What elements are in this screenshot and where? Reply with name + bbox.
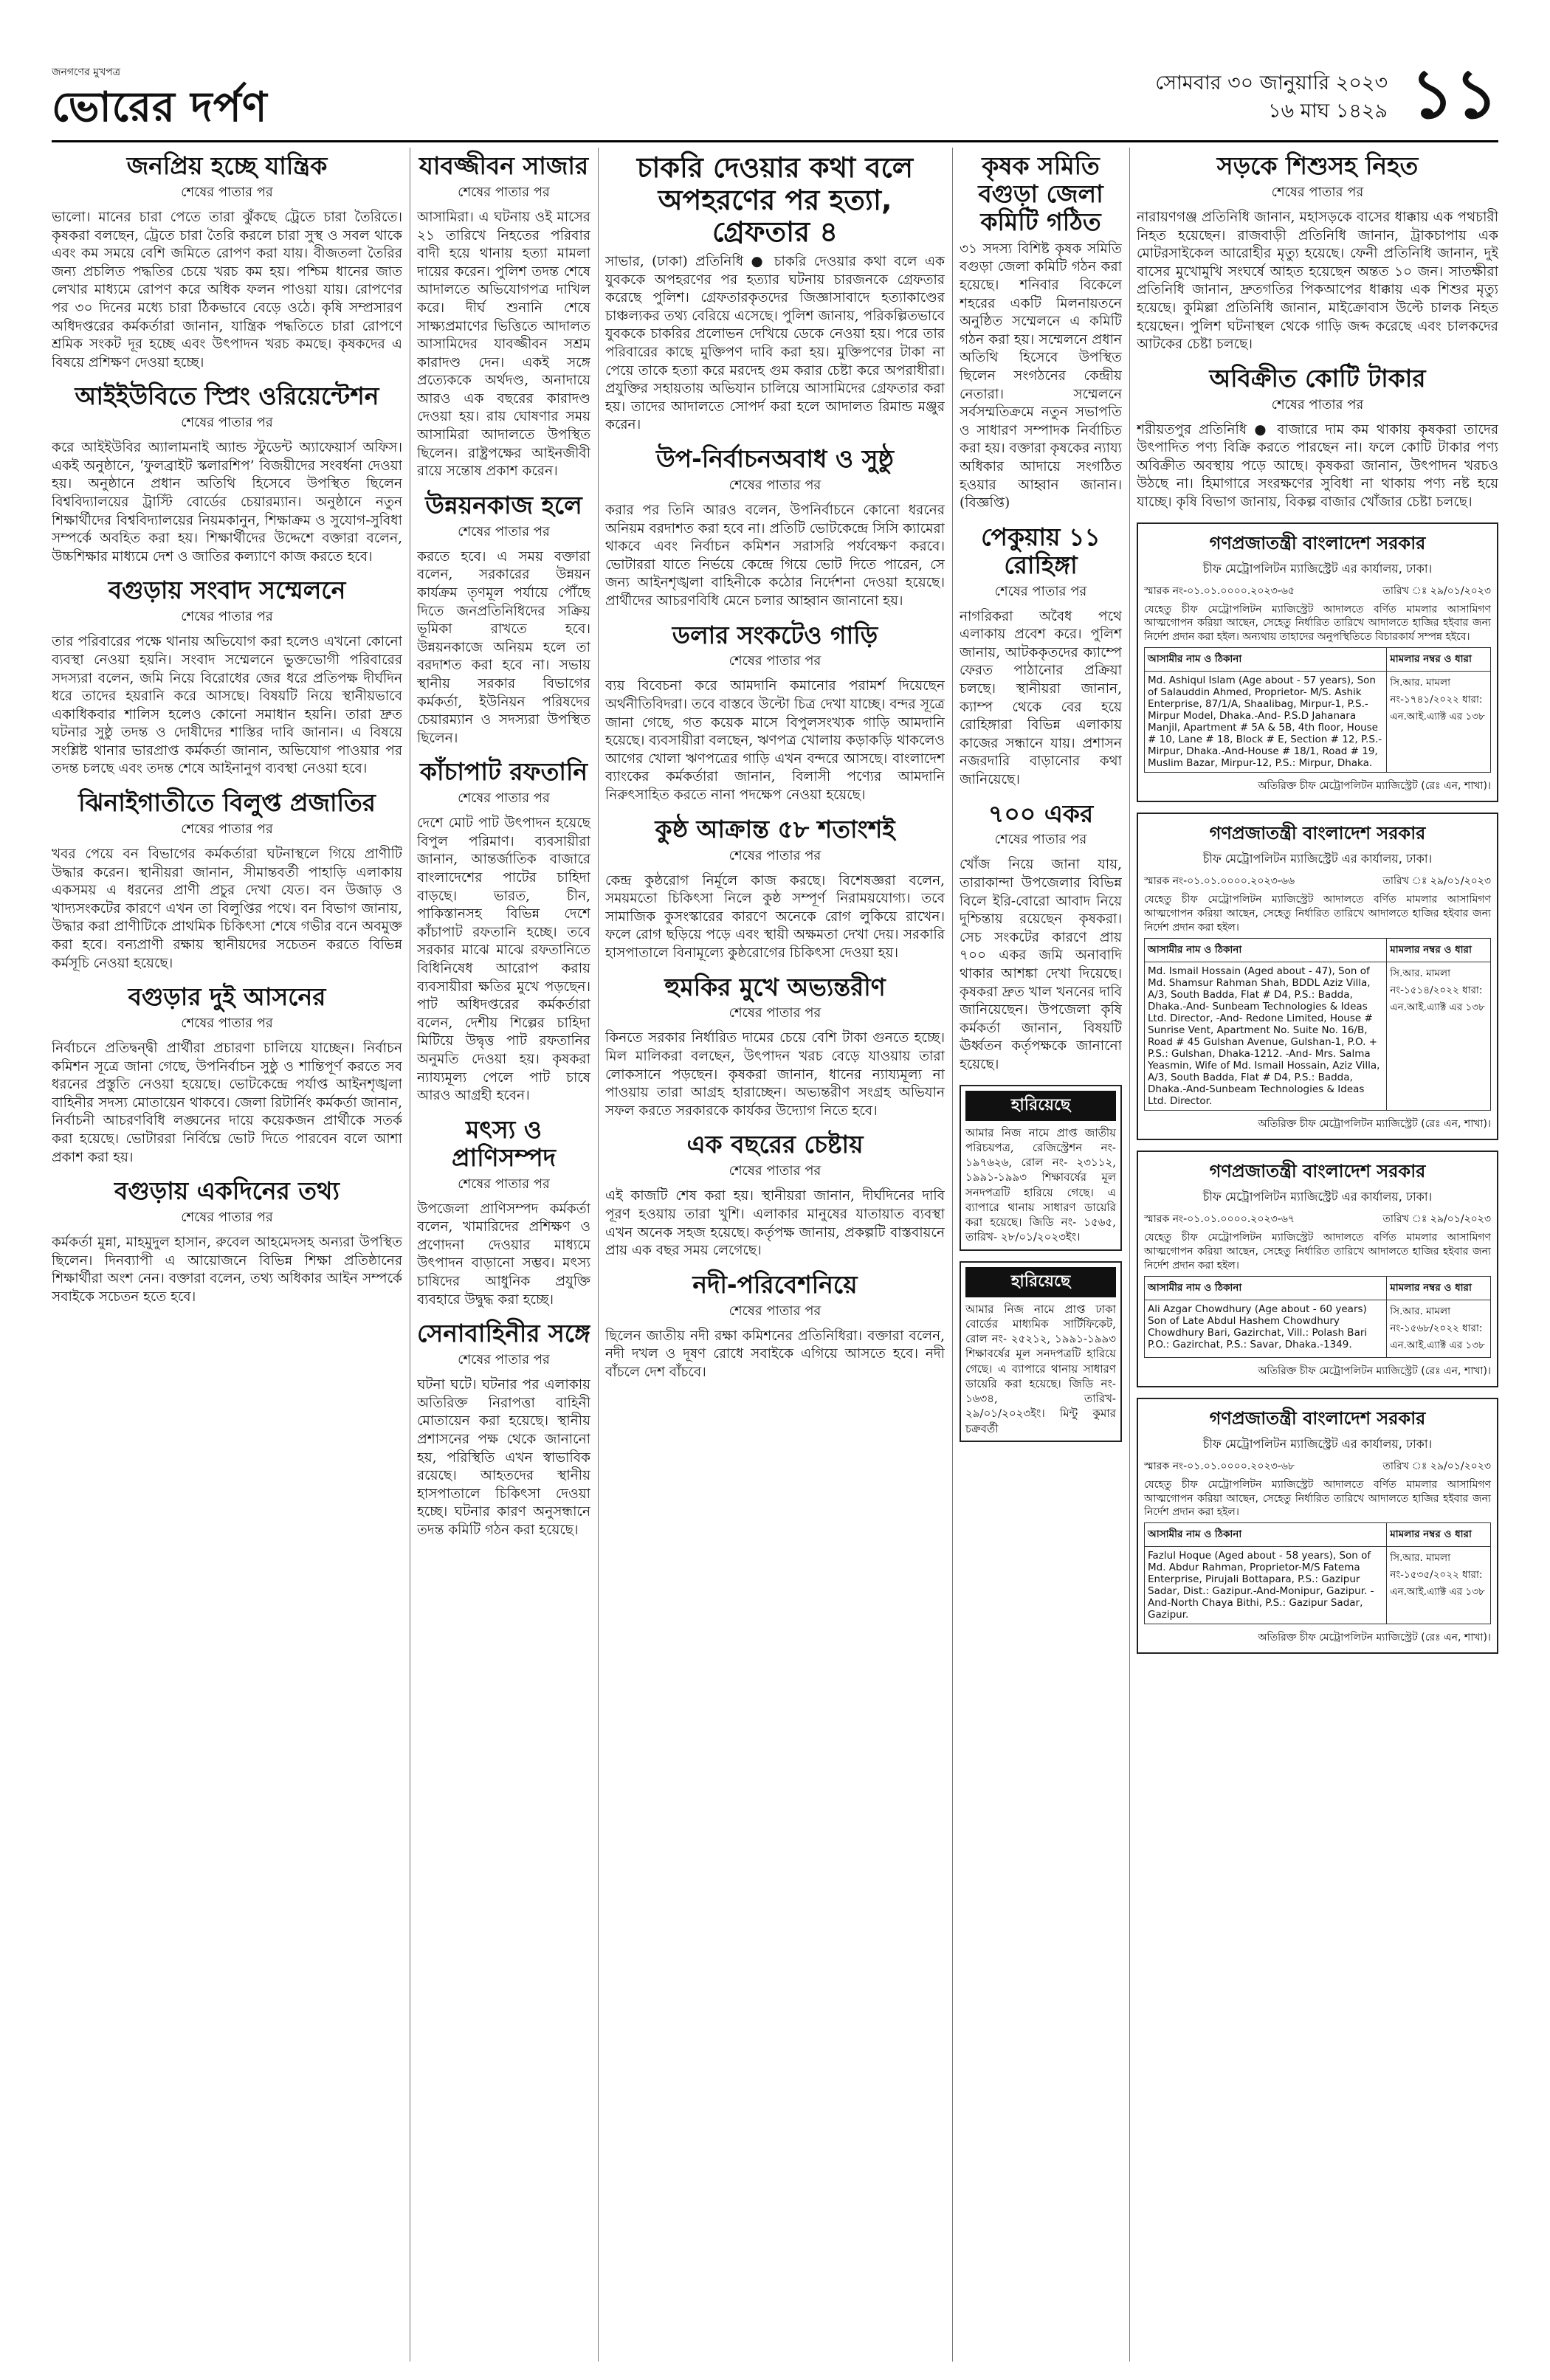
notice-accused: Md. Ismail Hossain (Aged about - 47), Son of Md. Shamsur Rahman Shah, BDDL Aziz Villa, A/3, South Badda, Flat # D4, P.S.: Badda, Dhaka.-And- Sunbeam Technologies & Ideas Ltd. Director, -And- Redone Limited, House # Sunrise Vent, Apartment No. Suite No. 16/B, Road # 45 Gulshan Avenue, Gulshan-1, P.O. + P.S.: Gulshan, Dhaka-1212. -And- Mrs. Salma Yeasmin, Wife of Md. Ismail Hossain, Aziz Villa, A/3, South Badda, Flat # D4, P.S.: Badda, Dhaka.-And-Sunbeam Technologies & Ideas Ltd. Director.	[1145, 962, 1387, 1110]
article-body: ভালো। মানের চারা পেতে তারা ঝুঁকছে ট্রেতে চারা তৈরিতে। কৃষকরা বলছেন, ট্রেতে চারা তৈরি করলে চারা সুস্থ ও সবল থাকে এবং কম সময়ে বেশি জমিতে রোপণ করা যায়। বীজতলা তৈরির জন্য প্রচলিত পদ্ধতির চেয়ে খরচ কম হয়। পশ্চিম ধানের জাত লেখার মাধ্যমে রোপণ করে অধিক ফলন পাওয়া যায়। রোপণের পর ৩০ দিনের মধ্যে চারা ঠিকভাবে বেড়ে ওঠে। কৃষি সম্প্রসারণ অধিদপ্তরের কর্মকর্তারা জানান, যান্ত্রিক পদ্ধতিতে চারা রোপণে শ্রমিক সংকট দূর হচ্ছে এবং উৎপাদন খরচ কমছে। কৃষকদের এ বিষয়ে প্রশিক্ষণ দেওয়া হচ্ছে।	[52, 209, 402, 370]
article-headline: কৃষক সমিতি বগুড়া জেলা কমিটি গঠিত	[978, 151, 1103, 236]
notice-th-case: মামলার নম্বর ও ধারা	[1387, 938, 1491, 962]
notice-table	[1144, 938, 1491, 1111]
notice-text: যেহেতু চীফ মেট্রোপলিটন ম্যাজিস্ট্রেট আদালতে বর্ণিত মামলার আসামিগণ আত্মগোপন করিয়া আছেন, সেহেতু নির্ধারিত তারিখে আদালতে হাজির হইবার জন্য নির্দেশ প্রদান করা হইল।	[1144, 1231, 1491, 1272]
notice-meta	[1144, 582, 1491, 600]
article-body: নির্বাচনে প্রতিদ্বন্দ্বী প্রার্থীরা প্রচারণা চালিয়ে যাচ্ছেন। নির্বাচন কমিশন সূত্রে জানা গেছে, উপনির্বাচন সুষ্ঠু ও শান্তিপূর্ণ করতে সব ধরনের প্রস্তুতি নেওয়া হয়েছে। ভোটকেন্দ্রে পর্যাপ্ত আইনশৃঙ্খলা বাহিনীর সদস্য মোতায়েন থাকবে। জেলা রিটার্নিং কর্মকর্তা জানান, নির্বাচনী আচরণবিধি লঙ্ঘনের দায়ে কয়েকজন প্রার্থীকে সতর্ক করা হয়েছে। ভোটাররা নির্বিঘ্নে ভোট দিতে পারবেন বলে আশা প্রকাশ করা হয়।	[52, 1041, 402, 1165]
article	[960, 523, 1122, 790]
article-continuation: শেষের পাতার পর	[458, 790, 550, 807]
lost-notice-title: হারিয়েছে	[965, 1091, 1116, 1121]
article-body: শরীয়তপুর প্রতিনিধি ● বাজারে দাম কম থাকায় কৃষকরা তাদের উৎপাদিত পণ্য বিক্রি করতে পারছেন না। ফলে কোটি টাকার পণ্য অবিক্রীত অবস্থায় পড়ে আছে। কৃষকরা জানান, উৎপাদন খরচও উঠছে না। হিমাগারে সংরক্ষণের সুবিধা না থাকায় পণ্য নষ্ট হয়ে যাচ্ছে। কৃষি বিভাগ জানায়, বিকল্প বাজার খোঁজার চেষ্টা চলছে।	[1137, 421, 1498, 510]
article-body: আসামিরা। এ ঘটনায় ওই মাসের ২১ তারিখে নিহতের পরিবার বাদী হয়ে থানায় হত্যা মামলা দায়ের করেন। পুলিশ তদন্ত শেষে আদালতে অভিযোগপত্র দাখিল করে। দীর্ঘ শুনানি শেষে সাক্ষ্যপ্রমাণের ভিত্তিতে আদালত আসামিদের যাবজ্জীবন সশ্রম কারাদণ্ড দেন। একই সঙ্গে প্রত্যেককে অর্থদণ্ড, অনাদায়ে আরও এক বছরের কারাদণ্ড দেওয়া হয়। রায় ঘোষণার সময় আসামিরা আদালতে উপস্থিত ছিলেন। রাষ্ট্রপক্ষের আইনজীবী রায়ে সন্তোষ প্রকাশ করেন।	[417, 209, 590, 480]
article-body: দেশে মোট পাট উৎপাদন হয়েছে বিপুল পরিমাণ। ব্যবসায়ীরা জানান, আন্তর্জাতিক বাজারে বাংলাদেশের পাটের চাহিদা বাড়ছে। ভারত, চীন, পাকিস্তানসহ বিভিন্ন দেশে কাঁচাপাট রফতানি হচ্ছে। তবে সরকার মাঝে মাঝে রফতানিতে বিধিনিষেধ আরোপ করায় ব্যবসায়ীরা ক্ষতির মুখে পড়ছেন। পাট অধিদপ্তরের কর্মকর্তারা বলেন, দেশীয় শিল্পের চাহিদা মিটিয়ে উদ্বৃত্ত পাট রফতানির অনুমতি দেওয়া হয়। কৃষকরা ন্যায্যমূল্য পেলে পাট চাষে আরও আগ্রহী হবেন।	[417, 815, 590, 1104]
article-continuation: শেষের পাতার পর	[728, 477, 822, 493]
notice-case: সি.আর. মামলা নং-১৫১৪/২০২২ ধারা: এন.আই.এ্যাক্ট এর ১৩৮	[1387, 962, 1491, 1110]
notice-table	[1144, 647, 1491, 773]
notice-signature: অতিরিক্ত চীফ মেট্রোপলিটন ম্যাজিস্ট্রেট (রেঃ এন, শাখা)।	[1258, 1632, 1491, 1644]
article-headline: বগুড়ায় একদিনের তথ্য	[114, 1176, 340, 1206]
notice-th-name: আসামীর নাম ও ঠিকানা	[1145, 938, 1387, 962]
notice-memo: স্মারক নং-০১.০১.০০০০.২০২৩-৬৫	[1144, 584, 1295, 597]
article-continuation: শেষের পাতার পর	[181, 1015, 273, 1032]
page-number: ১১	[1410, 55, 1498, 134]
article-body: ৩১ সদস্য বিশিষ্ট কৃষক সমিতি বগুড়া জেলা কমিটি গঠন করা হয়েছে। শনিবার বিকেলে শহরের একটি মিলনায়তনে অনুষ্ঠিত সম্মেলনে এ কমিটি গঠন করা হয়। সম্মেলনে প্রধান অতিথি হিসেবে উপস্থিত ছিলেন সংগঠনের কেন্দ্রীয় নেতারা। সম্মেলনে সর্বসম্মতিক্রমে নতুন সভাপতি ও সাধারণ সম্পাদক নির্বাচিত করা হয়। বক্তারা কৃষকের ন্যায্য অধিকার আদায়ে সংগঠিত হওয়ার আহ্বান জানান। (বিজ্ঞপ্তি)	[960, 241, 1122, 511]
notice-text: যেহেতু চীফ মেট্রোপলিটন ম্যাজিস্ট্রেট আদালতে বর্ণিত মামলার আসামিগণ আত্মগোপন করিয়া আছেন, সেহেতু নির্ধারিত তারিখে আদালতে হাজির হইবার জন্য নির্দেশ প্রদান করা হইল।	[1144, 894, 1491, 934]
court-notice	[1137, 1398, 1498, 1655]
issue-date-bangla: ১৬ মাঘ ১৪২৯	[1268, 100, 1388, 123]
newspaper-logo: ভোরের দর্পণ	[52, 83, 268, 131]
article	[960, 152, 1122, 513]
column-1	[52, 148, 402, 2369]
lost-notice-title: হারিয়েছে	[965, 1267, 1116, 1297]
masthead-tagline: জনগণের মুখপত্র	[52, 66, 121, 78]
article-body: নারায়ণগঞ্জ প্রতিনিধি জানান, মহাসড়কে বাসের ধাক্কায় এক পথচারী নিহত হয়েছেন। রাজবাড়ী প্রতিনিধি জানান, ট্রাকচাপায় এক মোটরসাইকেল আরোহীর মৃত্যু হয়েছে। ফেনী প্রতিনিধি জানান, দুই বাসের মুখোমুখি সংঘর্ষে আহত হয়েছেন অন্তত ১০ জন। সাতক্ষীরা প্রতিনিধি জানান, দ্রুতগতির পিকআপের ধাক্কায় এক শিশুর মৃত্যু হয়েছে। কুমিল্লা প্রতিনিধি জানান, মাইক্রোবাস উল্টে চালক নিহত হয়েছেন। পুলিশ ঘটনাস্থল থেকে গাড়ি জব্দ করেছে এবং চালকদের আটকের চেষ্টা চলছে।	[1137, 209, 1498, 353]
article	[960, 800, 1122, 1075]
lost-notice-text: আমার নিজ নামে প্রাপ্ত ঢাকা বোর্ডের মাধ্যমিক সার্টিফিকেট, রোল নং- ২৫২১২, ১৯৯১-১৯৯৩ শিক্ষাবর্ষের মূল সনদপত্রটি হারিয়ে গেছে। এ ব্যাপারে থানায় সাধারণ ডায়েরি করা হয়েছে। জিডি নং- ১৬৩৪, তারিখ- ২৯/০১/২০২৩ইং। মিন্টু কুমার চক্রবর্তী	[965, 1302, 1116, 1435]
notice-date: তারিখ ঃ ২৯/০১/২০২৩	[1382, 875, 1491, 888]
article	[52, 1177, 402, 1306]
court-notice	[1137, 813, 1498, 1140]
lost-notice-text: আমার নিজ নামে প্রাপ্ত জাতীয় পরিচয়পত্র, রেজিস্ট্রেশন নং- ১৯৭৬২৬, রোল নং- ২৩১১২, ১৯৯১-১৯৯৩ শিক্ষাবর্ষের মূল সনদপত্রটি হারিয়ে গেছে। এ ব্যাপারে থানায় সাধারণ ডায়েরি করা হয়েছে। জিডি নং- ১৫৬৫, তারিখ- ২৮/০১/২০২৩ইং।	[965, 1125, 1116, 1244]
article	[605, 152, 945, 435]
notice-court: চীফ মেট্রোপলিটন ম্যাজিস্ট্রেট এর কার্যালয়, ঢাকা।	[1202, 561, 1433, 576]
notice-government: গণপ্রজাতন্ত্রী বাংলাদেশ সরকার	[1209, 1407, 1426, 1429]
issue-date: সোমবার ৩০ জানুয়ারি ২০২৩	[1155, 72, 1388, 94]
article-headline: বগুড়ায় সংবাদ সম্মেলনে	[108, 576, 346, 605]
article	[52, 576, 402, 779]
article-body: করার পর তিনি আরও বলেন, উপনির্বাচনে কোনো ধরনের অনিয়ম বরদাশত করা হবে না। প্রতিটি ভোটকেন্দ্রে সিসি ক্যামেরা থাকবে এবং নির্বাচন কমিশন সরাসরি পর্যবেক্ষণ করবে। ভোটাররা যাতে নির্ভয়ে কেন্দ্রে গিয়ে ভোট দিতে পারেন, সে জন্য আইনশৃঙ্খলা বাহিনীকে কঠোর নির্দেশনা দেওয়া হয়েছে। প্রার্থীদের আচরণবিধি মেনে চলার আহ্বান জানানো হয়।	[605, 502, 945, 609]
article-headline: যাবজ্জীবন সাজার	[418, 151, 589, 180]
article-body: ছিলেন জাতীয় নদী রক্ষা কমিশনের প্রতিনিধিরা। বক্তারা বলেন, নদী দখল ও দূষণ রোধে সবাইকে এগিয়ে আসতে হবে। নদী বাঁচলে দেশ বাঁচবে।	[605, 1328, 945, 1380]
article-continuation: শেষের পাতার পর	[994, 832, 1087, 848]
article-headline: ডলার সংকটেও গাড়ি	[672, 620, 878, 649]
article-continuation: শেষের পাতার পর	[728, 1303, 822, 1319]
article-body: ব্যয় বিবেচনা করে আমদানি কমানোর পরামর্শ দিয়েছেন অর্থনীতিবিদরা। তবে বাস্তবে উল্টো চিত্র দেখা যাচ্ছে। বন্দর সূত্রে জানা গেছে, গত কয়েক মাসে বিপুলসংখ্যক গাড়ি আমদানি হয়েছে। ব্যবসায়ীরা বলছেন, ঋণপত্র খোলায় কড়াকড়ি থাকলেও আগের খোলা ঋণপত্রের গাড়ি এখন বন্দরে আসছে। বাংলাদেশ ব্যাংকের কর্মকর্তারা জানান, বিলাসী পণ্যের আমদানি নিরুৎসাহিত করতে নানা পদক্ষেপ নেওয়া হয়েছে।	[605, 678, 945, 803]
notice-court: চীফ মেট্রোপলিটন ম্যাজিস্ট্রেট এর কার্যালয়, ঢাকা।	[1202, 852, 1433, 866]
notice-meta	[1144, 1210, 1491, 1228]
article	[605, 1131, 945, 1260]
notice-table	[1144, 1276, 1491, 1358]
article-body: তার পরিবারের পক্ষে থানায় অভিযোগ করা হলেও এখনো কোনো ব্যবস্থা নেওয়া হয়নি। সংবাদ সম্মেলনে ভুক্তভোগী পরিবারের সদস্যরা বলেন, জমি নিয়ে বিরোধের জের ধরে প্রতিপক্ষ দীর্ঘদিন ধরে তাদের হয়রানি করে আসছে। বিষয়টি নিয়ে স্থানীয়ভাবে একাধিকবার শালিস হলেও কোনো সমাধান হয়নি। তারা দ্রুত ঘটনার সুষ্ঠু তদন্ত ও দোষীদের শাস্তির দাবি জানান। এ বিষয়ে সংশ্লিষ্ট থানার ভারপ্রাপ্ত কর্মকর্তা জানান, অভিযোগ পাওয়ার পর তদন্ত চলছে এবং তদন্ত শেষে আইনানুগ ব্যবস্থা নেওয়া হবে।	[52, 634, 402, 777]
notice-government: গণপ্রজাতন্ত্রী বাংলাদেশ সরকার	[1209, 1160, 1426, 1182]
article-body: সাভার, (ঢাকা) প্রতিনিধি ● চাকরি দেওয়ার কথা বলে এক যুবককে অপহরণের পর হত্যার ঘটনায় চারজনকে গ্রেফতার করেছে পুলিশ। গ্রেফতারকৃতদের জিজ্ঞাসাবাদে হত্যাকাণ্ডের চাঞ্চল্যকর তথ্য বেরিয়ে এসেছে। পুলিশ জানায়, পরিকল্পিতভাবে যুবককে চাকরির প্রলোভন দেখিয়ে ডেকে নেওয়া হয়। পরে তার পরিবারের কাছে মুক্তিপণ দাবি করা হয়। মুক্তিপণের টাকা না পেয়ে তাকে হত্যা করে মরদেহ গুম করার চেষ্টা করে অপরাধীরা। প্রযুক্তির সহায়তায় অভিযান চালিয়ে আসামিদের গ্রেফতার করা হয়। তাদের আদালতে সোপর্দ করা হলে আদালত রিমান্ড মঞ্জুর করেন।	[605, 254, 945, 433]
notice-case: সি.আর. মামলা নং-১৭৪১/২০২২ ধারা: এন.আই.এ্যাক্ট এর ১৩৮	[1387, 672, 1491, 773]
article	[52, 152, 402, 372]
masthead	[52, 55, 1498, 134]
notice-court: চীফ মেট্রোপলিটন ম্যাজিস্ট্রেট এর কার্যালয়, ঢাকা।	[1202, 1189, 1433, 1204]
article-headline: কুষ্ঠ আক্রান্ত ৫৮ শতাংশই	[655, 814, 895, 844]
notice-government: গণপ্রজাতন্ত্রী বাংলাদেশ সরকার	[1209, 823, 1426, 844]
column-divider	[598, 148, 599, 2362]
notice-signature: অতিরিক্ত চীফ মেট্রোপলিটন ম্যাজিস্ট্রেট (রেঃ এন, শাখা)।	[1258, 780, 1491, 793]
article-continuation: শেষের পাতার পর	[181, 1210, 273, 1226]
notice-case: সি.আর. মামলা নং-১৫৩৫/২০২২ ধারা: এন.আই.এ্যাক্ট এর ১৩৮	[1387, 1547, 1491, 1624]
notice-memo: স্মারক নং-০১.০১.০০০০.২০২৩-৬৮	[1144, 1460, 1295, 1472]
article	[417, 758, 590, 1105]
article-body: নাগরিকরা অবৈধ পথে এলাকায় প্রবেশ করে। পুলিশ জানায়, আটককৃতদের ক্যাম্পে ফেরত পাঠানোর প্রক্রিয়া চলছে। স্থানীয়রা জানান, ক্যাম্প থেকে বের হয়ে রোহিঙ্গারা বিভিন্ন এলাকায় কাজের সন্ধানে যায়। প্রশাসন নজরদারি বাড়ানোর কথা জানিয়েছে।	[960, 608, 1122, 787]
article	[1137, 365, 1498, 512]
article-continuation: শেষের পাতার পর	[728, 653, 822, 669]
column-4	[960, 148, 1122, 2369]
lost-notice	[960, 1261, 1122, 1442]
column-divider	[952, 148, 953, 2362]
notice-date: তারিখ ঃ ২৯/০১/২০২৩	[1382, 1213, 1491, 1225]
article	[605, 815, 945, 963]
article-continuation: শেষের পাতার পর	[728, 1163, 822, 1179]
article-body: খোঁজ নিয়ে জানা যায়, তারাকান্দা উপজেলার বিভিন্ন বিলে ইরি-বোরো আবাদ নিয়ে দুশ্চিন্তায় রয়েছেন কৃষকরা। সেচ সংকটের কারণে প্রায় ৭০০ একর জমি অনাবাদি থাকার আশঙ্কা দেখা দিয়েছে। কৃষকরা দ্রুত খাল খননের দাবি জানিয়েছেন। উপজেলা কৃষি কর্মকর্তা জানান, বিষয়টি ঊর্ধ্বতন কর্তৃপক্ষকে জানানো হয়েছে।	[960, 857, 1122, 1072]
notice-signature: অতিরিক্ত চীফ মেট্রোপলিটন ম্যাজিস্ট্রেট (রেঃ এন, শাখা)।	[1258, 1117, 1491, 1130]
article	[52, 382, 402, 566]
article	[1137, 152, 1498, 354]
article-headline: জনপ্রিয় হচ্ছে যান্ত্রিক	[126, 151, 328, 180]
column-3	[605, 148, 945, 2369]
article	[417, 1320, 590, 1539]
column-5	[1137, 148, 1498, 2369]
notice-text: যেহেতু চীফ মেট্রোপলিটন ম্যাজিস্ট্রেট আদালতে বর্ণিত মামলার আসামিগণ আত্মগোপন করিয়া আছেন, সেহেতু নির্ধারিত তারিখে আদালতে হাজির হইবার জন্য নির্দেশ প্রদান করা হইল। অন্যথায় তাহাদের অনুপস্থিতিতে বিচারকার্য সম্পন্ন হইবে।	[1144, 603, 1491, 644]
masthead-rule	[52, 140, 1498, 142]
notice-court: চীফ মেট্রোপলিটন ম্যাজিস্ট্রেট এর কার্যালয়, ঢাকা।	[1202, 1436, 1433, 1451]
notice-th-case: মামলার নম্বর ও ধারা	[1387, 1276, 1491, 1300]
column-divider	[1129, 148, 1130, 2362]
article-continuation: শেষের পাতার পর	[458, 523, 550, 539]
notice-date: তারিখ ঃ ২৯/০১/২০২৩	[1382, 584, 1491, 597]
article-body: কিনতে সরকার নির্ধারিত দামের চেয়ে বেশি টাকা গুনতে হচ্ছে। মিল মালিকরা বলছেন, উৎপাদন খরচ বেড়ে যাওয়ায় তারা লোকসানে পড়ছেন। কৃষকরা জানান, ধানের ন্যায্যমূল্য না পাওয়ায় তারা আগ্রহ হারাচ্ছেন। অভ্যন্তরীণ সংগ্রহ অভিযান সফল করতে সরকারকে কার্যকর উদ্যোগ নিতে হবে।	[605, 1030, 945, 1119]
court-notice	[1137, 522, 1498, 803]
article-headline: এক বছরের চেষ্টায়	[686, 1130, 864, 1159]
article-headline: উপ-নির্বাচনঅবাধ ও সুষ্ঠু	[656, 444, 894, 473]
article-headline: পেকুয়ায় ১১ রোহিঙ্গা	[981, 522, 1100, 579]
article-body: খবর পেয়ে বন বিভাগের কর্মকর্তারা ঘটনাস্থলে গিয়ে প্রাণীটি উদ্ধার করেন। স্থানীয়রা জানান, সীমান্তবর্তী পাহাড়ি এলাকায় একসময় এ ধরনের প্রাণী প্রচুর দেখা যেত। বন উজাড় ও খাদ্যসংকটের কারণে এখন তা বিলুপ্তির পথে। বন বিভাগ জানায়, উদ্ধার করা প্রাণীটিকে প্রাথমিক চিকিৎসা শেষে গভীর বনে অবমুক্ত করা হবে। বন্যপ্রাণী রক্ষায় স্থানীয়দের সচেতন করতে বিভিন্ন কর্মসূচি নেওয়া হয়েছে।	[52, 846, 402, 971]
notice-text: যেহেতু চীফ মেট্রোপলিটন ম্যাজিস্ট্রেট আদালতে বর্ণিত মামলার আসামিগণ আত্মগোপন করিয়া আছেন, সেহেতু নির্ধারিত তারিখে আদালতে হাজির হইবার জন্য নির্দেশ প্রদান করা হইল।	[1144, 1478, 1491, 1519]
article-headline: ৭০০ একর	[988, 798, 1094, 828]
article-continuation: শেষের পাতার পর	[181, 609, 273, 625]
article-headline: মৎস্য ও প্রাণিসম্পদ	[452, 1114, 556, 1172]
article-headline: নদী-পরিবেশনিয়ে	[692, 1269, 858, 1299]
article-headline: চাকরি দেওয়ার কথা বলে অপহরণের পর হত্যা, গ্রেফতার ৪	[636, 151, 914, 249]
article-continuation: শেষের পাতার পর	[458, 1176, 550, 1192]
notice-memo: স্মারক নং-০১.০১.০০০০.২০২৩-৬৬	[1144, 875, 1295, 888]
article-body: উপজেলা প্রাণিসম্পদ কর্মকর্তা বলেন, খামারিদের প্রশিক্ষণ ও প্রণোদনা দেওয়ার মাধ্যমে উৎপাদন বাড়ানো সম্ভব। মৎস্য চাষিদের আধুনিক প্রযুক্তি ব্যবহারে উদ্বুদ্ধ করা হচ্ছে।	[417, 1201, 590, 1308]
article-continuation: শেষের পাতার পর	[181, 415, 273, 431]
article-body: এই কাজটি শেষ করা হয়। স্থানীয়রা জানান, দীর্ঘদিনের দাবি পূরণ হওয়ায় তারা খুশি। এলাকার মানুষের যাতায়াত ব্যবস্থা এখন অনেক সহজ হয়েছে। কর্তৃপক্ষ জানায়, প্রকল্পটি বাস্তবায়নে প্রায় এক বছর সময় লেগেছে।	[605, 1188, 945, 1259]
article	[52, 789, 402, 973]
article-continuation: শেষের পাতার পর	[728, 1005, 822, 1021]
article-body: করে আইইউবির অ্যালামনাই অ্যান্ড স্টুডেন্ট অ্যাফেয়ার্স অফিস। একই অনুষ্ঠানে, ‘ফুলব্রাইট স্কলারশিপ’ বিজয়ীদের সংবর্ধনা দেওয়া হয়। অনুষ্ঠানে প্রধান অতিথি হিসেবে উপস্থিত ছিলেন বিশ্ববিদ্যালয়ের ট্রাস্টি বোর্ডের চেয়ারম্যান। অনুষ্ঠানে নতুন শিক্ষার্থীদের বিশ্ববিদ্যালয়ের নিয়মকানুন, শিক্ষাক্রম ও সুযোগ-সুবিধা সম্পর্কে অবহিত করা হয়। শিক্ষার্থীদের উদ্দেশে বক্তারা বলেন, উচ্চশিক্ষার মাধ্যমে দেশ ও জাতির কল্যাণে কাজ করতে হবে।	[52, 440, 402, 565]
article-continuation: শেষের পাতার পর	[1271, 396, 1364, 413]
article-continuation: শেষের পাতার পর	[1271, 184, 1364, 200]
article-headline: বগুড়ার দুই আসনের	[128, 982, 326, 1012]
article-continuation: শেষের পাতার পর	[994, 583, 1087, 599]
notice-memo: স্মারক নং-০১.০১.০০০০.২০২৩-৬৭	[1144, 1213, 1295, 1225]
article-headline: ঝিনাইগাতীতে বিলুপ্ত প্রজাতির	[78, 788, 376, 818]
notice-th-name: আসামীর নাম ও ঠিকানা	[1145, 1523, 1387, 1547]
notice-government: গণপ্রজাতন্ত্রী বাংলাদেশ সরকার	[1209, 532, 1426, 553]
article	[605, 445, 945, 611]
article	[417, 1116, 590, 1309]
column-2	[417, 148, 590, 2369]
article-continuation: শেষের পাতার পর	[458, 1352, 550, 1368]
article-headline: সেনাবাহিনীর সঙ্গে	[417, 1319, 590, 1348]
notice-accused: Fazlul Hoque (Aged about - 58 years), Son of Md. Abdur Rahman, Proprietor-M/S Fatema Enterprise, Pirujali Bottapara, P.S.: Gazipur Sadar, Dist.: Gazipur.-And-Monipur, Gazipur. -And-North Chaya Bithi, P.S.: Gazipur Sadar, Gazipur.	[1145, 1547, 1387, 1624]
notice-table	[1144, 1522, 1491, 1624]
article-headline: আইইউবিতে স্প্রিং ওরিয়েন্টেশন	[75, 382, 379, 411]
article-body: কর্মকর্তা মুন্না, মাহমুদুল হাসান, রুবেল আহমেদসহ অন্যরা উপস্থিত ছিলেন। দিনব্যাপী এ আয়োজনে বিভিন্ন শিক্ষা প্রতিষ্ঠানের শিক্ষার্থীরা অংশ নেন। বক্তারা বলেন, তথ্য অধিকার আইন সম্পর্কে সবাইকে সচেতন হতে হবে।	[52, 1235, 402, 1305]
notice-th-name: আসামীর নাম ও ঠিকানা	[1145, 1276, 1387, 1300]
notice-th-case: মামলার নম্বর ও ধারা	[1387, 1523, 1491, 1547]
article-continuation: শেষের পাতার পর	[728, 847, 822, 863]
article-headline: সড়কে শিশুসহ নিহত	[1216, 151, 1419, 180]
notice-th-case: মামলার নম্বর ও ধারা	[1387, 648, 1491, 672]
notice-accused: Md. Ashiqul Islam (Age about - 57 years), Son of Salauddin Ahmed, Proprietor- M/S. Ashik Enterprise, 87/1/A, Shaalibag, Mirpur-1, P.S.- Mirpur Model, Dhaka.-And- P.S.D Jahanara Manjil, Apartment # 5A & 5B, 4th floor, House # 10, Lane # 18, Block # E, Section # 12, P.S.- Mirpur, Dhaka.-And-House # 18/1, Road # 19, Muslim Bazar, Mirpur-12, P.S.: Mirpur, Dhaka.	[1145, 672, 1387, 773]
court-notice	[1137, 1151, 1498, 1387]
notice-accused: Ali Azgar Chowdhury (Age about - 60 years) Son of Late Abdul Hashem Chowdhury Chowdhury Bari, Gazirchat, Vill.: Polash Bari P.O.: Gazirchat, P.S.: Savar, Dhaka.-1349.	[1145, 1300, 1387, 1357]
article-body: করতে হবে। এ সময় বক্তারা বলেন, সরকারের উন্নয়ন কার্যক্রম তৃণমূল পর্যায়ে পৌঁছে দিতে জনপ্রতিনিধিদের সক্রিয় ভূমিকা রাখতে হবে। উন্নয়নকাজে অনিয়ম হলে তা বরদাশত করা হবে না। সভায় স্থানীয় সরকার বিভাগের কর্মকর্তা, ইউনিয়ন পরিষদের চেয়ারম্যান ও সদস্যরা উপস্থিত ছিলেন।	[417, 548, 590, 746]
article	[52, 983, 402, 1167]
article-headline: উন্নয়নকাজ হলে	[425, 490, 582, 520]
article-continuation: শেষের পাতার পর	[181, 184, 273, 200]
article-body: ঘটনা ঘটে। ঘটনার পর এলাকায় অতিরিক্ত নিরাপত্তা বাহিনী মোতায়েন করা হয়েছে। স্থানীয় প্রশাসনের পক্ষ থেকে জানানো হয়, পরিস্থিতি এখন স্বাভাবিক রয়েছে। আহতদের স্থানীয় হাসপাতালে চিকিৎসা দেওয়া হচ্ছে। ঘটনার কারণ অনুসন্ধানে তদন্ত কমিটি গঠন করা হয়েছে।	[417, 1377, 590, 1538]
article-headline: হুমকির মুখে অভ্যন্তরীণ	[664, 972, 886, 1001]
notice-signature: অতিরিক্ত চীফ মেট্রোপলিটন ম্যাজিস্ট্রেট (রেঃ এন, শাখা)।	[1258, 1365, 1491, 1377]
lost-notice	[960, 1085, 1122, 1251]
article-continuation: শেষের পাতার পর	[181, 821, 273, 837]
article	[605, 1271, 945, 1382]
article-headline: কাঁচাপাট রফতানি	[419, 757, 588, 787]
article	[417, 152, 590, 481]
article-continuation: শেষের পাতার পর	[458, 184, 550, 200]
article	[605, 973, 945, 1121]
article-body: কেন্দ্র কুষ্ঠরোগ নির্মূলে কাজ করছে। বিশেষজ্ঞরা বলেন, সময়মতো চিকিৎসা নিলে কুষ্ঠ সম্পূর্ণ নিরাময়যোগ্য। তবে সামাজিক কুসংস্কারের কারণে অনেকে রোগ লুকিয়ে রাখেন। ফলে রোগ ছড়িয়ে পড়ে এবং স্থায়ী অক্ষমতা দেখা দেয়। সরকারি হাসপাতালে বিনামূল্যে কুষ্ঠরোগের চিকিৎসা দেওয়া হয়।	[605, 872, 945, 961]
notice-meta	[1144, 872, 1491, 890]
article	[417, 491, 590, 748]
article	[605, 621, 945, 805]
notice-date: তারিখ ঃ ২৯/০১/২০২৩	[1382, 1460, 1491, 1472]
notice-meta	[1144, 1458, 1491, 1475]
notice-case: সি.আর. মামলা নং-১৫৬৮/২০২২ ধারা: এন.আই.এ্যাক্ট এর ১৩৮	[1387, 1300, 1491, 1357]
article-headline: অবিক্রীত কোটি টাকার	[1209, 363, 1426, 393]
notice-th-name: আসামীর নাম ও ঠিকানা	[1145, 648, 1387, 672]
